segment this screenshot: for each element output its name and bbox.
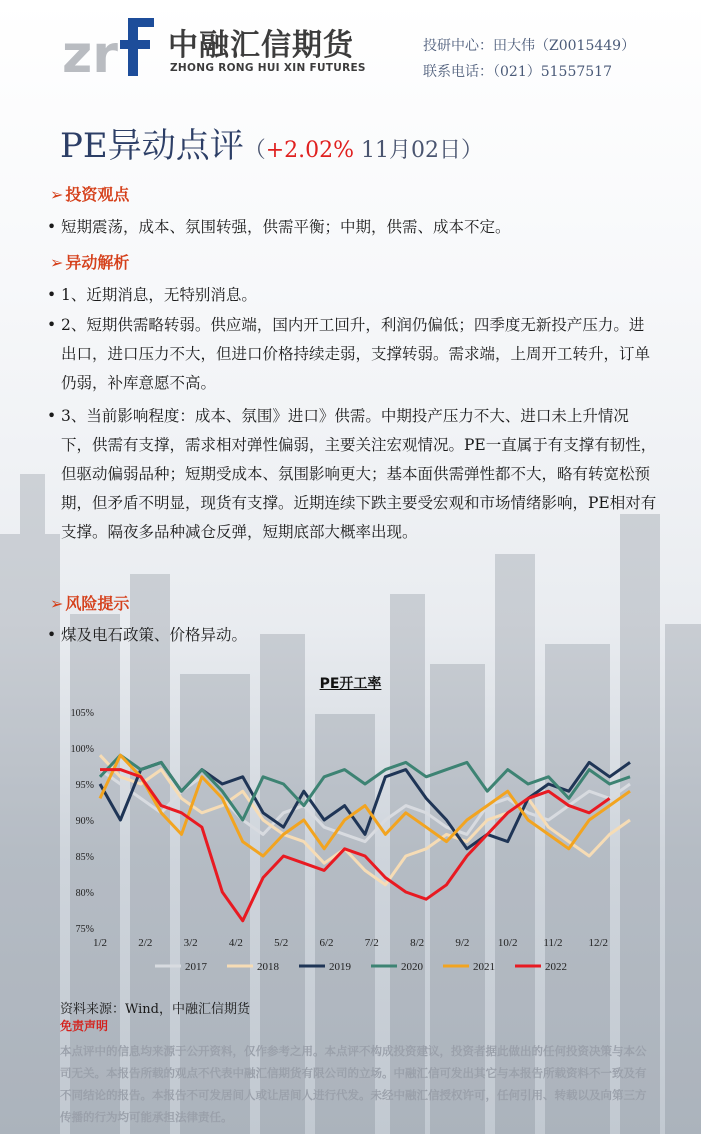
disclaimer-text: 本点评中的信息均来源于公开资料，仅作参考之用。本点评不构成投资建议，投资者据此做出的任何投资决策与本公司无关。本报告所载的观点不代表中融汇信期货有限公司的立场。中融汇信可发出其它与本报告所载资料不一致及有不同结论的报告。本报告不可发居间人或让居间人进行代发。未经中融汇信授权许可，任何引用、转载以及向第三方传播的行为均可能承担法律责任。 (60, 1044, 647, 1124)
series-line-2020 (100, 755, 630, 820)
risk-item: • 煤及电石政策、价格异动。 (45, 621, 659, 650)
y-tick-label: 95% (75, 780, 94, 791)
x-tick-label: 9/2 (455, 937, 470, 949)
disclaimer-title: 免责声明 (60, 1019, 109, 1033)
title-main: PE异动点评 (60, 126, 244, 166)
report-header (0, 0, 701, 100)
company-name-cn: 中融汇信期货 (168, 28, 354, 63)
analysis-item: • 2、短期供需略转弱。供应端，国内开工回升，利润仍偏低；四季度无新投产压力。进出口，进口压力不大，但进口价格持续走弱，支撑转弱。需求端，上周开工转升，订单仍弱，补库意愿不高。 (45, 311, 659, 398)
y-tick-label: 100% (70, 744, 94, 755)
x-tick-label: 10/2 (497, 937, 518, 949)
company-logo-mark (62, 14, 158, 78)
pe-operating-rate-chart (60, 700, 640, 990)
section-heading-analysis: ➢ 异动解析 (50, 253, 130, 272)
bullet-icon: • (47, 316, 57, 334)
section-heading-view: ➢ 投资观点 (50, 185, 130, 204)
svg-text:zr: zr (62, 25, 118, 78)
x-tick-label: 4/2 (228, 937, 243, 949)
legend-label: 2021 (473, 961, 495, 973)
chart-title: PE开工率 (319, 676, 382, 692)
y-tick-label: 85% (75, 852, 94, 863)
arrow-right-icon: ➢ (50, 594, 64, 613)
x-tick-label: 7/2 (364, 937, 379, 949)
x-tick-label: 3/2 (183, 937, 198, 949)
bullet-icon: • (47, 407, 57, 425)
view-item: • 短期震荡，成本、氛围转强，供需平衡；中期，供需、成本不定。 (45, 213, 659, 242)
data-source: 资料来源：Wind，中融汇信期货 (60, 1002, 250, 1017)
arrow-right-icon: ➢ (50, 253, 64, 272)
bullet-icon: • (47, 218, 57, 236)
bullet-icon: • (47, 286, 57, 304)
phone-line: 联系电话：（021）51557517 (423, 64, 612, 80)
y-tick-label: 90% (75, 816, 94, 827)
legend-label: 2019 (329, 961, 351, 973)
x-tick-label: 1/2 (92, 937, 108, 949)
x-tick-label: 2/2 (138, 937, 153, 949)
bullet-icon: • (47, 626, 57, 644)
analysis-item: • 3、当前影响程度：成本、氛围》进口》供需。中期投产压力不大、进口未上升情况下，供需有支撑，需求相对弹性偏弱，主要关注宏观情况。PE一直属于有支撑有韧性，但驱动偏弱品种；短期受成本、氛围影响更大；基本面供需弹性都不大，略有转宽松预期，但矛盾不明显，现货有支撑。近期连续下跌主要受宏观和市场情绪影响，PE相对有支撑。隔夜多品种减仓反弹，短期底部大概率出现。 (45, 402, 659, 547)
legend-label: 2022 (545, 961, 567, 973)
report-title (60, 118, 483, 167)
x-tick-label: 11/2 (543, 937, 563, 949)
y-tick-label: 105% (70, 708, 94, 719)
y-tick-label: 80% (75, 888, 94, 899)
arrow-right-icon: ➢ (50, 185, 64, 204)
company-name-en: ZHONG RONG HUI XIN FUTURES (170, 62, 366, 74)
analyst-line: 投研中心：田大伟（Z0015449） (423, 38, 636, 54)
title-paren: （ (243, 138, 266, 163)
x-tick-label: 5/2 (274, 937, 289, 949)
price-change: +2.02% (265, 138, 355, 163)
x-tick-label: 12/2 (588, 937, 609, 949)
section-heading-risk: ➢ 风险提示 (50, 594, 130, 613)
title-date: 11月02日） (354, 138, 484, 163)
legend-label: 2017 (185, 961, 207, 973)
legend-label: 2020 (401, 961, 423, 973)
y-tick-label: 75% (75, 924, 94, 935)
contact-info (423, 33, 635, 85)
x-tick-label: 6/2 (319, 937, 334, 949)
x-tick-label: 8/2 (410, 937, 425, 949)
legend-label: 2018 (257, 961, 279, 973)
analysis-item: • 1、近期消息，无特别消息。 (45, 281, 659, 310)
